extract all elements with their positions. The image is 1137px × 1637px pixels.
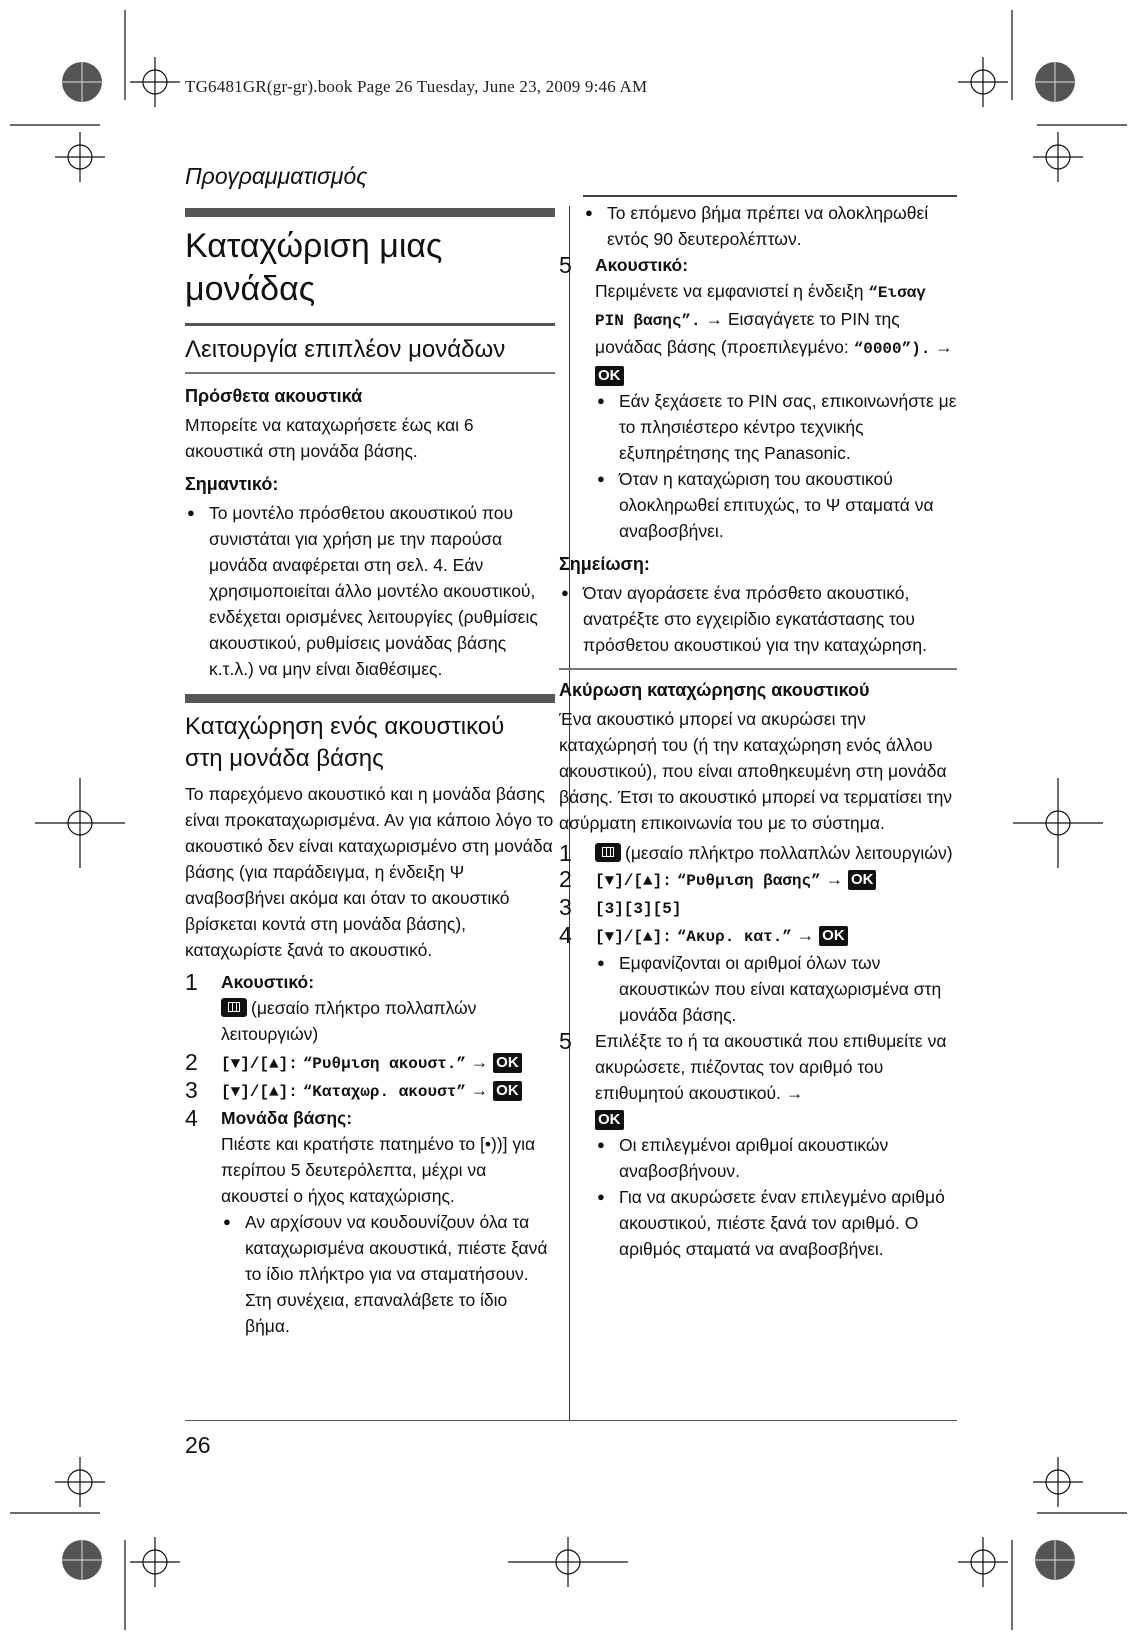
cancel-step-3 [559, 894, 957, 922]
title-bar [185, 208, 555, 217]
divider [559, 668, 957, 670]
step-title: Μονάδα βάσης: [221, 1108, 353, 1128]
arrow-icon: → [785, 1083, 804, 1103]
arrow-icon: → [470, 1052, 489, 1072]
step-text-b: → Εισαγάγετε το PIN της μονάδας βάσης (προεπιλεγμένο: [595, 309, 900, 357]
subheading-register [185, 711, 555, 775]
step-bullet: ● Αν αρχίσουν να κουδουνίζουν όλα τα καταχωρισμένα ακουστικά, πιέστε ξανά το ίδιο πλήκτρο για να σταματήσουν. Στη συνέχεια, επαναλάβετε το ίδιο βήμα. [221, 1209, 555, 1339]
subtitle-bar [185, 323, 555, 326]
step-number: 1 [559, 840, 572, 866]
step-bullet: ● Εάν ξεχάσετε το PIN σας, επικοινωνήστε με το πλησιέστερο κέντρο τεχνικής εξυπηρέτησης της Panasonic. [595, 388, 957, 466]
step-number: 5 [559, 1028, 572, 1054]
left-column [185, 208, 555, 1339]
step-number: 4 [185, 1105, 198, 1131]
step-bullet: ● Για να ακυρώσετε έναν επιλεγμένο αριθμό ακουστικού, πιέστε ξανά τον αριθμό. Ο αριθμός σταματά να αναβοσβήνει. [595, 1184, 957, 1262]
step-number: 3 [559, 894, 572, 920]
step-bullet: ● Όταν η καταχώριση του ακουστικού ολοκληρωθεί επιτυχώς, το Ψ σταματά να αναβοσβήνει. [595, 466, 957, 544]
display-text: “Ακυρ. κατ.” [676, 928, 792, 946]
cancel-step-4 [559, 922, 957, 1028]
cancel-step-1 [559, 840, 957, 866]
cancel-step-2 [559, 866, 957, 894]
important-label: Σημαντικό: [185, 474, 279, 494]
step-text [595, 278, 957, 388]
divider [185, 372, 555, 374]
cancel-step-5 [559, 1028, 957, 1262]
step-number: 1 [185, 969, 198, 995]
paragraph-cancel: Ένα ακουστικό μπορεί να ακυρώσει την καταχώρησή του (ή την καταχώρηση ενός άλλου ακουστικού), που είναι αποθηκευμένη στη μονάδα βάσης. Έτσι το ακουστικό μπορεί να τερματίσει την ασύρματη επικοινωνία του με το σύστημα. [559, 709, 953, 833]
subheading-extra-units: Λειτουργία επιπλέον μονάδων [185, 336, 506, 363]
page-number: 26 [185, 1432, 211, 1458]
arrow-icon: → [796, 925, 815, 945]
title-line-2: μονάδας [185, 270, 316, 308]
display-text: “Καταχωρ. ακουστ” [302, 1083, 466, 1101]
step-3 [185, 1077, 555, 1105]
nav-keys: [▼]/[▲]: [221, 1083, 298, 1101]
footer-rule [185, 1420, 957, 1421]
nav-keys: [▼]/[▲]: [595, 872, 672, 890]
arrow-icon: → [935, 337, 953, 357]
display-text: “Εισαγ PIN βασης”. [595, 284, 926, 330]
note-bullet: ● Όταν αγοράσετε ένα πρόσθετο ακουστικό, ανατρέξτε στο εγχειρίδιο εγκατάστασης του πρόσθετου ακουστικού για την καταχώρηση. [559, 580, 957, 658]
step-number: 2 [559, 866, 572, 892]
ok-key-icon: OK [848, 870, 877, 890]
step-text-a: Περιμένετε να εμφανιστεί η ένδειξη [595, 281, 864, 301]
ok-key-icon: OK [493, 1081, 522, 1101]
step-bullet: ● Εμφανίζονται οι αριθμοί όλων των ακουστικών που είναι καταχωρισμένα στη μονάδα βάσης. [595, 950, 957, 1028]
step-number: 3 [185, 1077, 198, 1103]
step-5 [559, 252, 957, 544]
step-4 [185, 1105, 555, 1339]
right-column [559, 200, 957, 1262]
nav-keys: [▼]/[▲]: [221, 1055, 298, 1073]
step-1 [185, 969, 555, 1047]
display-text: “Ρυθμιση βασης” [676, 872, 821, 890]
bullet-time-limit: ● Το επόμενο βήμα πρέπει να ολοκληρωθεί εντός 90 δευτερολέπτων. [583, 200, 957, 252]
title-line-1: Καταχώριση μιας [185, 227, 443, 265]
ok-key-icon: OK [595, 366, 624, 386]
menu-key-icon [221, 998, 247, 1017]
menu-key-icon [595, 843, 621, 862]
paragraph-intro: Μπορείτε να καταχωρήσετε έως και 6 ακουστικά στη μονάδα βάσης. [185, 415, 474, 461]
heading-additional-handsets: Πρόσθετα ακουστικά [185, 386, 363, 406]
step-number: 5 [559, 252, 572, 278]
step-title: Ακουστικό: [221, 972, 315, 992]
step-bullet: ● Οι επιλεγμένοι αριθμοί ακουστικών αναβοσβήνουν. [595, 1132, 957, 1184]
arrow-icon: → [825, 869, 844, 889]
step-number: 2 [185, 1049, 198, 1075]
step-text: (μεσαίο πλήκτρο πολλαπλών λειτουργιών) [625, 843, 953, 863]
book-header: TG6481GR(gr-gr).book Page 26 Tuesday, June 23, 2009 9:46 AM [185, 77, 648, 96]
ok-key-icon: OK [819, 926, 848, 946]
right-column-top-rule [583, 195, 957, 197]
nav-keys: [▼]/[▲]: [595, 928, 672, 946]
page-title [185, 225, 555, 311]
section-label: Προγραμματισμός [185, 163, 368, 189]
step-number: 4 [559, 922, 572, 948]
register-heading-line-1: Καταχώρηση ενός ακουστικού [185, 713, 505, 740]
ok-key-icon: OK [595, 1110, 624, 1130]
step-text: Επιλέξτε το ή τα ακουστικά που επιθυμείτε να ακυρώσετε, πιέζοντας τον αριθμό του επιθυμητού ακουστικού. [595, 1031, 947, 1103]
digit-keys: [3][3][5] [595, 900, 682, 918]
paragraph-register: Το παρεχόμενο ακουστικό και η μονάδα βάσης είναι προκαταχωρισμένα. Αν για κάποιο λόγο το ακουστικό δεν είναι καταχωρισμένο στη μονάδα βάσης (για παράδειγμα, η ένδειξη Ψ αναβοσβήνει ακόμα και όταν το ακουστικό βρίσκεται κοντά στη μονάδα βάσης), καταχωρίστε ξανά το ακουστικό. [185, 784, 554, 960]
step-2 [185, 1049, 555, 1077]
step-text: Πιέστε και κρατήστε πατημένο το [•))] για περίπου 5 δευτερόλεπτα, μέχρι να ακουστεί ο ήχος καταχώρισης. [221, 1134, 536, 1206]
step-title: Ακουστικό: [595, 255, 689, 275]
default-pin: “0000”). [853, 340, 931, 358]
note-label: Σημείωση: [559, 554, 650, 574]
arrow-icon: → [470, 1080, 489, 1100]
register-heading-line-2: στη μονάδα βάσης [185, 745, 384, 772]
heading-cancel: Ακύρωση καταχώρησης ακουστικού [559, 680, 870, 700]
display-text: “Ρυθμιση ακουστ.” [302, 1055, 466, 1073]
step-text-row [221, 995, 555, 1047]
section-bar [185, 694, 555, 703]
step-text: (μεσαίο πλήκτρο πολλαπλών λειτουργιών) [221, 998, 477, 1044]
important-bullet: ● Το μοντέλο πρόσθετου ακουστικού που συνιστάται για χρήση με την παρούσα μονάδα αναφέρεται στη σελ. 4. Εάν χρησιμοποιείται άλλο μοντέλο ακουστικού, ενδέχεται ορισμένες λειτουργίες (ρυθμίσεις ακουστικού, ρυθμίσεις μονάδας βάσης κ.τ.λ.) να μην είναι διαθέσιμες. [185, 500, 555, 682]
ok-key-icon: OK [493, 1053, 522, 1073]
